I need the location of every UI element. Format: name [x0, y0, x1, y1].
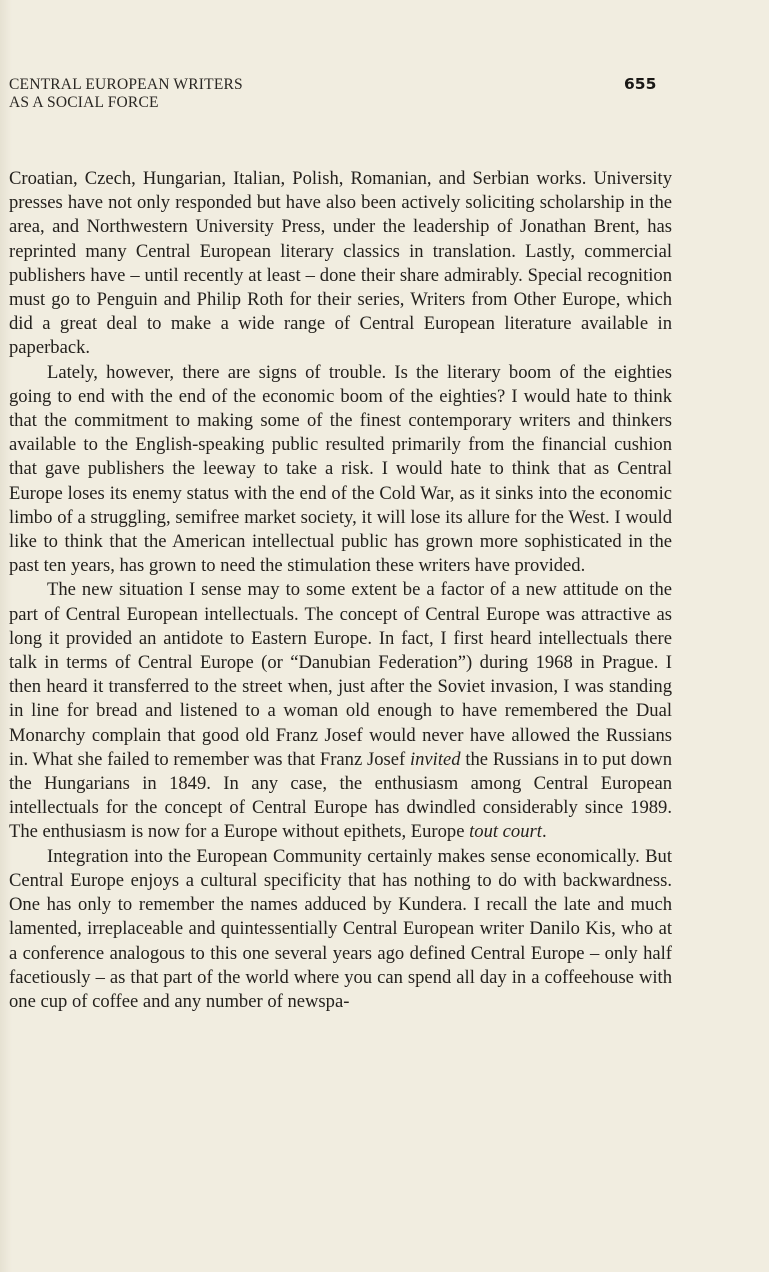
paragraph-3-text-c: .	[541, 821, 547, 843]
paragraph-3-text-b: the Russians in to put down the Hungarians in 1849. In any case, the enthusiasm among Central European intellectuals for the concept of Central Europe has dwindled considerably since 1989. The enthusiasm is now for a Europe without epithets, Europe	[9, 748, 673, 843]
running-head-line-1: CENTRAL EUROPEAN WRITERS	[9, 76, 243, 93]
page-number: 655	[624, 75, 657, 93]
running-head-line-2: AS A SOCIAL FORCE	[9, 94, 159, 111]
paragraph-4: Integration into the European Community certainly makes sense economically. But Central Europe enjoys a cultural specificity that has nothing to do with backwardness. One has only to remember the names adduced by Kundera. I recall the late and much lamented, irreplaceable and quintessentially Central European writer Danilo Kis, who at a conference analogous to this one several years ago defined Central Europe – only half facetiously – as that part of the world where you can spend all day in a coffeehouse with one cup of coffee and any number of newspa-	[9, 845, 672, 1012]
italic-invited: invited	[409, 748, 461, 770]
paragraph-3	[9, 578, 672, 844]
running-head	[9, 76, 243, 112]
italic-tout-court: tout court	[469, 821, 542, 843]
paragraph-2: Lately, however, there are signs of trouble. Is the literary boom of the eighties going to end with the end of the economic boom of the eighties? I would hate to think that the commitment to making some of the finest contemporary writers and thinkers available to the English-speaking public resulted primarily from the financial cushion that gave publishers the leeway to take a risk. I would hate to think that as Central Europe loses its enemy status with the end of the Cold War, as it sinks into the economic limbo of a struggling, semifree market society, it will lose its allure for the West. I would like to think that the American intellectual public has grown more sophisticated in the past ten years, has grown to need the stimulation these writers have provided.	[9, 361, 672, 577]
paragraph-1: Croatian, Czech, Hungarian, Italian, Polish, Romanian, and Serbian works. University presses have not only responded but have also been actively soliciting scholarship in the area, and Northwestern University Press, under the leadership of Jonathan Brent, has reprinted many Central European literary classics in translation. Lastly, commercial publishers have – until recently at least – done their share admirably. Special recognition must go to Penguin and Philip Roth for their series, Writers from Other Europe, which did a great deal to make a wide range of Central European literature available in paperback.	[9, 168, 672, 359]
body-text	[9, 167, 672, 1014]
paragraph-3-text-a: The new situation I sense may to some extent be a factor of a new attitude on the part of Central European intellectuals. The concept of Central Europe was attractive as long it provided an antidote to Eastern Europe. In fact, I first heard intellectuals there talk in terms of Central Europe (or “Danubian Federation”) during 1968 in Prague. I then heard it transferred to the street when, just after the Soviet invasion, I was standing in line for bread and listened to a woman old enough to have remembered the Dual Monarchy complain that good old Franz Josef would never have allowed the Russians in. What she failed to remember was that Franz Josef	[9, 579, 672, 770]
